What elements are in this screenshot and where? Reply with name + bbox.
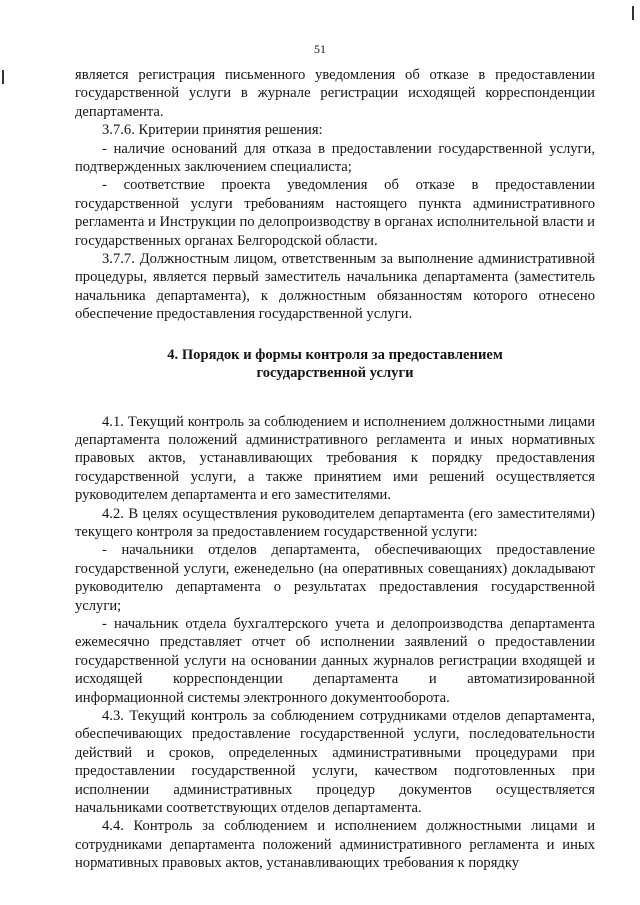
section-heading xyxy=(75,346,595,383)
list-item-monthly-report: - начальник отдела бухгалтерского учета и делопроизводства департамента ежемесячно представляет отчет об исполнении заявлений о предоставлении государственной услуги на основании данных журналов регистрации входящей и исходящей корреспонденции департамента и автоматизированной информационной системы электронного документооборота. xyxy=(75,615,595,706)
paragraph-4-3: 4.3. Текущий контроль за соблюдением сотрудниками отделов департамента, обеспечивающих предоставление государственной услуги, последовательности действий и сроков, определенных административными процедурами при предоставлении государственной услуги, качеством подготовленных при исполнении административных процедур документов осуществляется начальниками соответствующих отделов департамента. xyxy=(75,708,595,817)
paragraph-3-7-6: 3.7.6. Критерии принятия решения: xyxy=(102,122,323,139)
paragraph-continuation: является регистрация письменного уведомления об отказе в предоставлении государственной услуги в журнале регистрации исходящей корреспонденции департамента. xyxy=(75,67,595,120)
section-heading-line-1: 4. Порядок и формы контроля за предоставлением xyxy=(167,346,503,363)
list-item-grounds: - наличие оснований для отказа в предоставлении государственной услуги, подтвержденных заключением специалиста; xyxy=(75,140,595,176)
paragraph-4-2: 4.2. В целях осуществления руководителем департамента (его заместителями) текущего контроля за предоставлением государственной услуги: xyxy=(75,505,595,540)
paragraph-4-1: 4.1. Текущий контроль за соблюдением и исполнением должностными лицами департамента положений административного регламента и иных нормативных правовых актов, устанавливающих требования к порядку предоставления государственной услуги, а также принятием ими решений осуществляется руководителем департамента и его заместителями. xyxy=(75,413,595,504)
section-heading-line-2: государственной услуги xyxy=(256,365,414,382)
list-item-compliance: - соответствие проекта уведомления об отказе в предоставлении государственной услуги требованиям настоящего пункта административного регламента и Инструкции по делопроизводству в органах исполнительной власти и государственных органах Белгородской области. xyxy=(75,177,595,249)
paragraph-3-7-7: 3.7.7. Должностным лицом, ответственным за выполнение административной процедуры, является первый заместитель начальника департамента (заместитель начальника департамента), к должностным обязанностям которого отнесено обеспечение предоставления государственной услуги. xyxy=(75,251,595,323)
document-body xyxy=(75,66,595,873)
scan-edge-mark-left xyxy=(2,70,4,84)
list-item-weekly-reports: - начальники отделов департамента, обеспечивающих предоставление государственной услуги, еженедельно (на оперативных совещаниях) докладывают руководителю департамента о результатах предоставления государственной услуги; xyxy=(75,542,595,614)
scan-edge-mark-right xyxy=(632,6,634,20)
page-number: 51 xyxy=(314,42,326,56)
paragraph-4-4: 4.4. Контроль за соблюдением и исполнением должностными лицами и сотрудниками департамента положений административного регламента и иных нормативных правовых актов, устанавливающих требования к порядку xyxy=(75,818,595,872)
